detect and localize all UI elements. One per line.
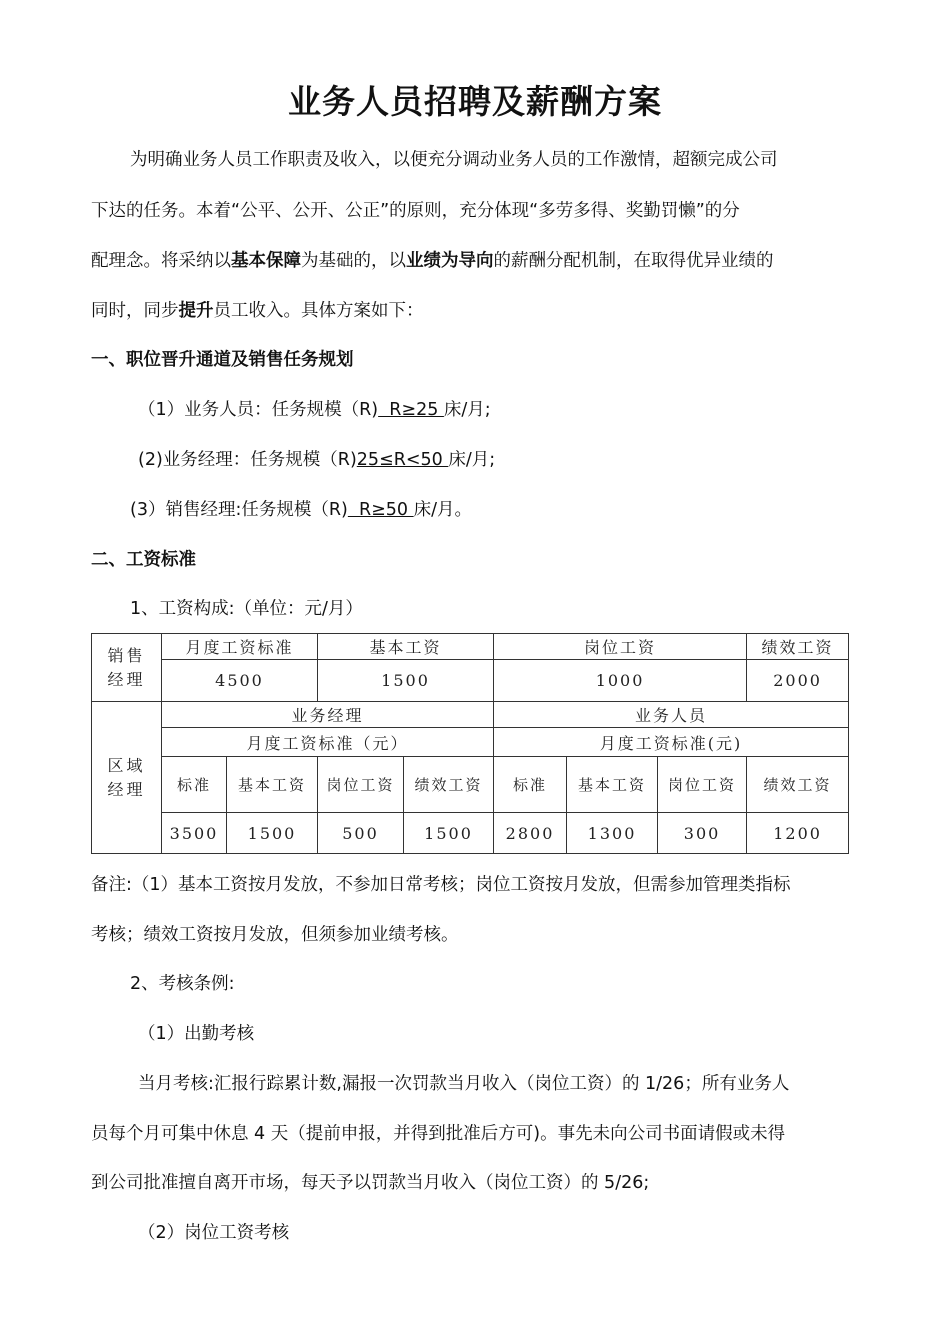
business-manager-performance: 1500 <box>404 813 494 854</box>
header-standard: 标准 <box>494 757 567 813</box>
salesperson-position: 300 <box>658 813 747 854</box>
header-basic-salary: 基本工资 <box>318 634 494 660</box>
intro-text: 为基础的，以 <box>301 251 406 271</box>
intro-paragraph-line-1: 为明确业务人员工作职责及收入，以便充分调动业务人员的工作激情，超额完成公司 <box>130 150 778 170</box>
header-position: 岗位工资 <box>318 757 404 813</box>
task-range: R≥25 <box>378 400 444 420</box>
header-performance: 绩效工资 <box>747 757 849 813</box>
page-title: 业务人员招聘及薪酬方案 <box>288 82 662 121</box>
salary-table <box>91 633 849 854</box>
intro-text: 员工收入。具体方案如下： <box>213 301 424 321</box>
task-label: (3）销售经理:任务规模（R) <box>130 500 348 520</box>
task-unit: 床/月; <box>448 450 496 470</box>
intro-paragraph-line-3 <box>91 248 871 274</box>
header-basic: 基本工资 <box>567 757 658 813</box>
task-item-sales-manager <box>130 497 910 523</box>
salesperson-monthly-label: 月度工资标准(元) <box>494 728 849 757</box>
assessment-heading: 2、考核条例: <box>130 974 235 994</box>
attendance-heading: （1）出勤考核 <box>138 1024 255 1044</box>
task-range: R≥50 <box>347 500 414 520</box>
salary-composition-heading: 1、工资构成:（单位：元/月） <box>130 599 363 619</box>
sales-manager-performance: 2000 <box>747 660 849 702</box>
sales-manager-monthly: 4500 <box>162 660 318 702</box>
intro-emphasis-raise: 提升 <box>178 301 214 321</box>
salesperson-standard: 2800 <box>494 813 567 854</box>
business-manager-monthly-label: 月度工资标准（元） <box>162 728 494 757</box>
section-2-heading: 二、工资标准 <box>91 550 196 570</box>
task-label: （1）业务人员：任务规模（R) <box>138 400 379 420</box>
section-1-heading: 一、职位晋升通道及销售任务规划 <box>91 350 354 370</box>
attendance-line-2: 员每个月可集中休息 4 天（提前申报，并得到批准后方可)。事先未向公司书面请假或未得 <box>91 1124 786 1144</box>
intro-paragraph-line-4 <box>91 298 871 324</box>
task-item-salesperson <box>138 397 918 423</box>
sales-manager-basic: 1500 <box>318 660 494 702</box>
group-business-manager: 业务经理 <box>162 702 494 728</box>
business-manager-basic: 1500 <box>227 813 318 854</box>
area-manager-label: 区域经理 <box>92 702 162 854</box>
task-range: 25≤R<50 <box>356 450 449 470</box>
header-performance-salary: 绩效工资 <box>747 634 849 660</box>
business-manager-standard: 3500 <box>162 813 227 854</box>
intro-paragraph-line-2: 下达的任务。本着“公平、公开、公正”的原则，充分体现“多劳多得、奖勤罚懒”的分 <box>91 201 740 221</box>
header-position-salary: 岗位工资 <box>494 634 747 660</box>
header-standard: 标准 <box>162 757 227 813</box>
header-performance: 绩效工资 <box>404 757 494 813</box>
note-line-2: 考核；绩效工资按月发放，但须参加业绩考核。 <box>91 925 459 945</box>
header-position: 岗位工资 <box>658 757 747 813</box>
group-salesperson: 业务人员 <box>494 702 849 728</box>
task-label: (2)业务经理：任务规模（R) <box>138 450 357 470</box>
intro-emphasis-basic-guarantee: 基本保障 <box>231 251 301 271</box>
salesperson-basic: 1300 <box>567 813 658 854</box>
intro-text: 配理念。将采纳以 <box>91 251 231 271</box>
task-unit: 床/月。 <box>413 500 473 520</box>
header-monthly-standard: 月度工资标准 <box>162 634 318 660</box>
note-line-1: 备注:（1）基本工资按月发放，不参加日常考核；岗位工资按月发放，但需参加管理类指标 <box>91 875 791 895</box>
attendance-line-1: 当月考核:汇报行踪累计数,漏报一次罚款当月收入（岗位工资）的 1/26；所有业务人 <box>138 1074 790 1094</box>
header-basic: 基本工资 <box>227 757 318 813</box>
task-item-business-manager <box>138 447 918 473</box>
position-salary-heading: （2）岗位工资考核 <box>138 1223 290 1243</box>
sales-manager-position: 1000 <box>494 660 747 702</box>
attendance-line-3: 到公司批准擅自离开市场，每天予以罚款当月收入（岗位工资）的 5/26; <box>91 1173 650 1193</box>
sales-manager-label: 销售经理 <box>92 634 162 702</box>
intro-emphasis-performance-oriented: 业绩为导向 <box>406 251 494 271</box>
task-unit: 床/月; <box>443 400 491 420</box>
intro-text: 的薪酬分配机制，在取得优异业绩的 <box>493 251 774 271</box>
intro-text: 同时，同步 <box>91 301 179 321</box>
business-manager-position: 500 <box>318 813 404 854</box>
salesperson-performance: 1200 <box>747 813 849 854</box>
